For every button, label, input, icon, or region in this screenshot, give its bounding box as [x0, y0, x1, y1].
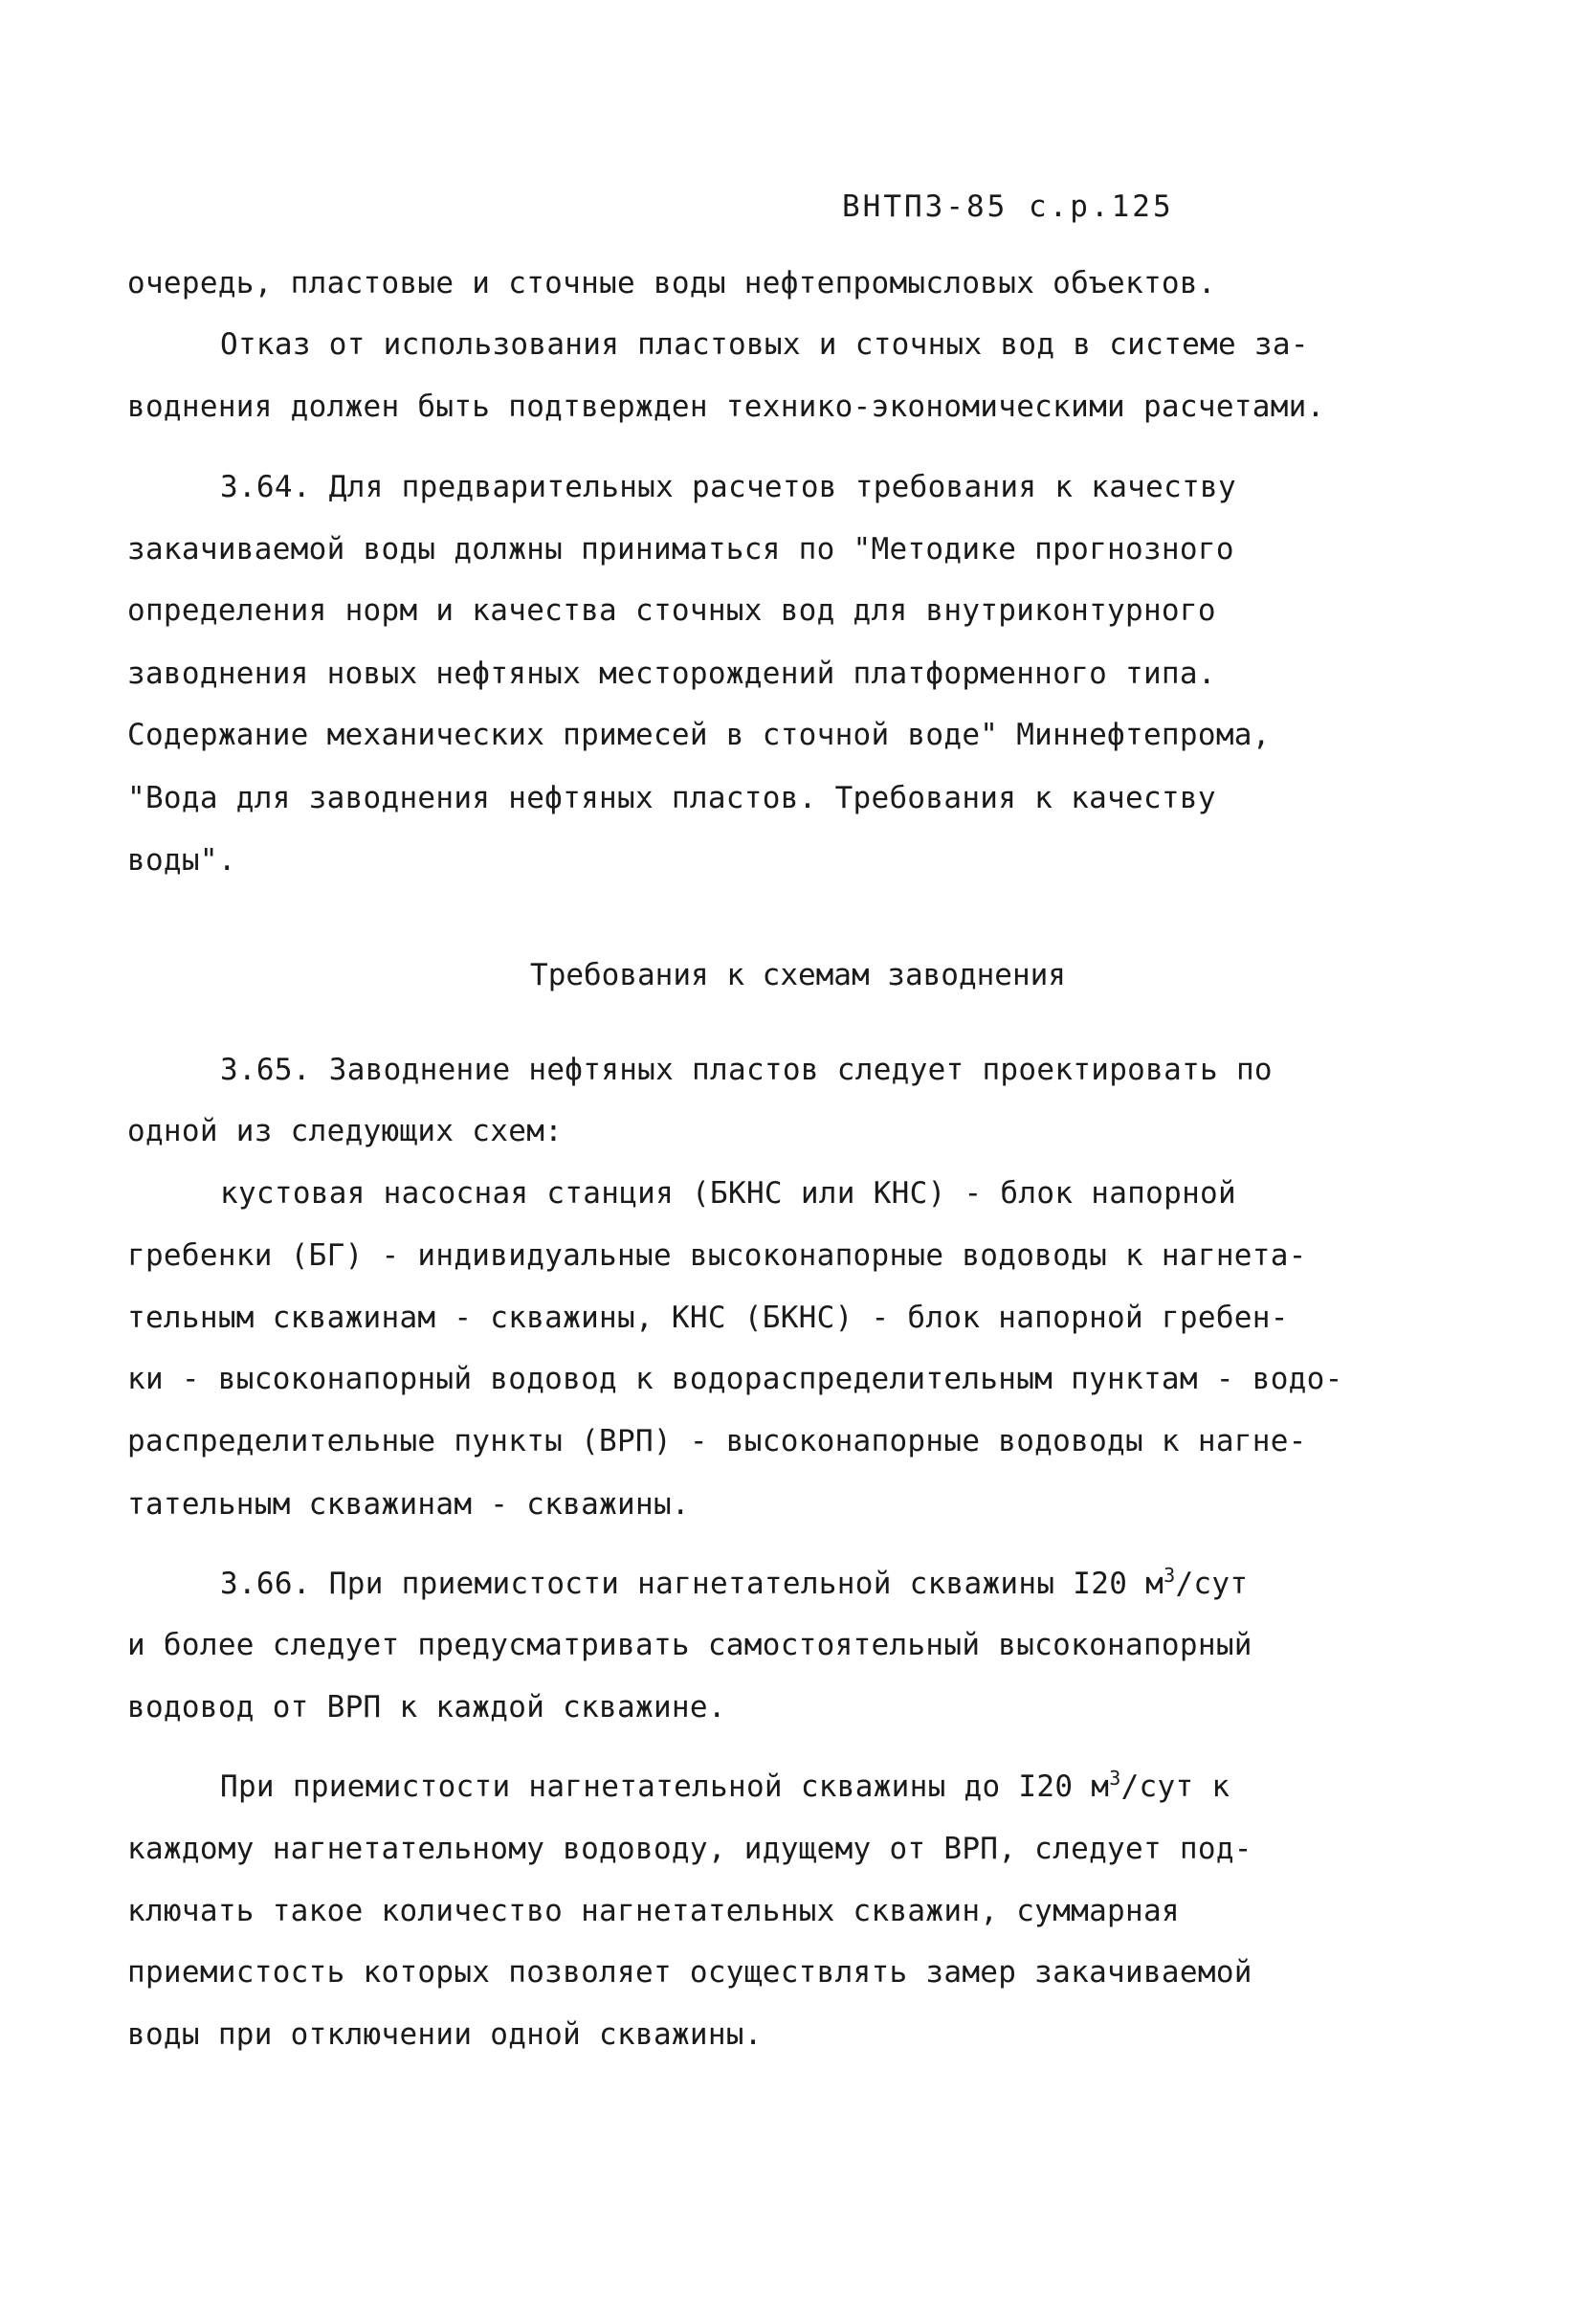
- text-line-with-superscript: [220, 1767, 1230, 1804]
- text-line: водовод от ВРП к каждой скважине.: [127, 1690, 726, 1724]
- text-line: воднения должен быть подтвержден технико-экономическими расчетами.: [127, 389, 1325, 424]
- text-line-with-superscript: [220, 1564, 1249, 1601]
- text-line: распределительные пункты (ВРП) - высоконапорные водоводы к нагне-: [127, 1424, 1307, 1458]
- text-line: воды при отключении одной скважины.: [127, 2017, 763, 2052]
- text-line: Содержание механических примесей в сточной воде" Миннефтепрома,: [127, 718, 1271, 752]
- text-line: воды".: [127, 843, 236, 878]
- page-reference: ВНТПЗ-85 с.р.125: [842, 189, 1174, 224]
- text-line: определения норм и качества сточных вод для внутриконтурного: [127, 593, 1216, 628]
- superscript: 3: [1164, 1564, 1176, 1587]
- text-segment: /сут к: [1120, 1769, 1230, 1804]
- text-line: Отказ от использования пластовых и сточных вод в системе за-: [220, 327, 1309, 362]
- text-line: кустовая насосная станция (БКНС или КНС) - блок напорной: [220, 1176, 1236, 1211]
- text-line: ки - высоконапорный водовод к водораспределительным пунктам - водо-: [127, 1362, 1343, 1396]
- text-line: гребенки (БГ) - индивидуальные высоконапорные водоводы к нагнета-: [127, 1238, 1307, 1273]
- text-line: одной из следующих схем:: [127, 1114, 564, 1148]
- text-line: и более следует предусматривать самостоятельный высоконапорный: [127, 1628, 1252, 1662]
- text-segment: При приемистости нагнетательной скважины до I20 м: [220, 1769, 1110, 1804]
- text-line: заводнения новых нефтяных месторождений платформенного типа.: [127, 656, 1216, 691]
- text-line: каждому нагнетательному водоводу, идущему от ВРП, следует под-: [127, 1832, 1252, 1866]
- text-line: приемистость которых позволяет осуществлять замер закачиваемой: [127, 1955, 1252, 1990]
- text-line: 3.64. Для предварительных расчетов требования к качеству: [220, 470, 1236, 504]
- text-line: тельным скважинам - скважины, КНС (БКНС) - блок напорной гребен-: [127, 1301, 1289, 1335]
- text-line: очередь, пластовые и сточные воды нефтепромысловых объектов.: [127, 266, 1216, 300]
- text-line: "Вода для заводнения нефтяных пластов. Требования к качеству: [127, 781, 1216, 815]
- superscript: 3: [1109, 1767, 1121, 1790]
- text-segment: 3.66. При приемистости нагнетательной скважины I20 м: [220, 1567, 1164, 1601]
- text-segment: /сут: [1175, 1567, 1249, 1601]
- section-heading: Требования к схемам заводнения: [530, 958, 1066, 992]
- text-line: тательным скважинам - скважины.: [127, 1487, 690, 1522]
- text-line: 3.65. Заводнение нефтяных пластов следует проектировать по: [220, 1053, 1273, 1087]
- text-line: закачиваемой воды должны приниматься по "Методике прогнозного: [127, 532, 1234, 567]
- text-line: ключать такое количество нагнетательных скважин, суммарная: [127, 1894, 1180, 1928]
